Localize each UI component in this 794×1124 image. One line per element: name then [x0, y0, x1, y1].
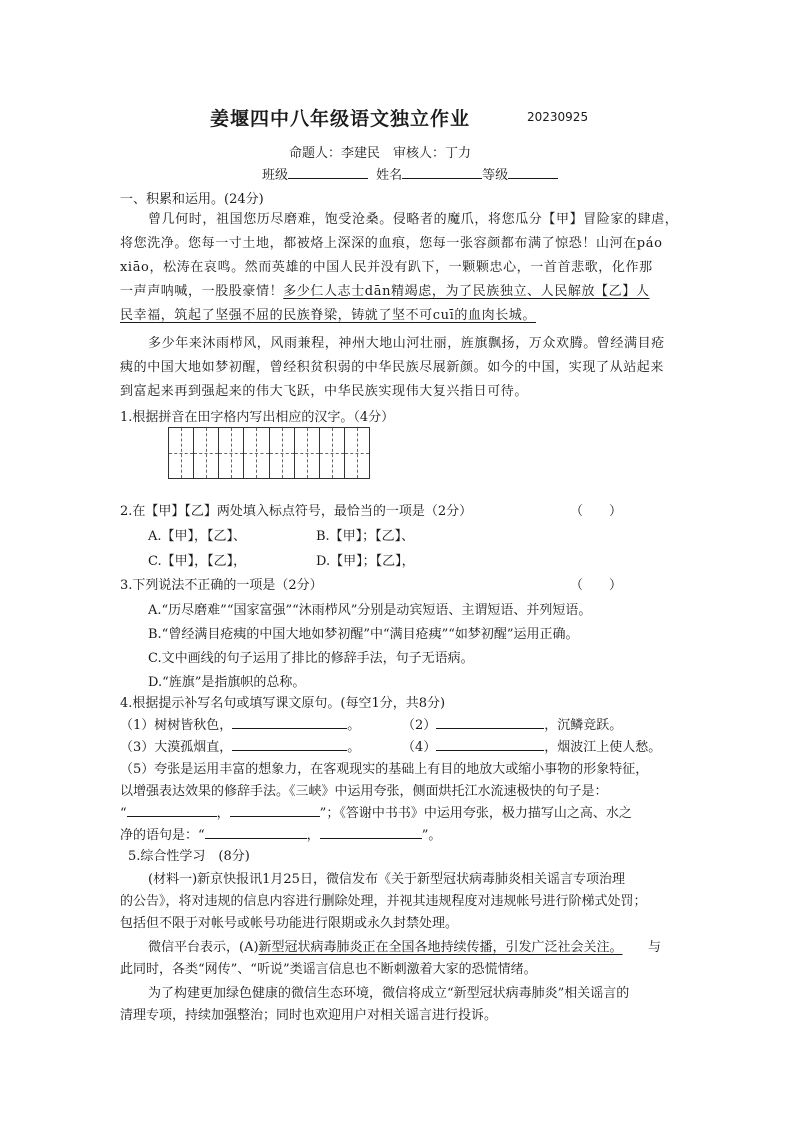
q4-5-line: （5）夸张是运用丰富的想象力，在客观现实的基础上有目的地放大或缩小事物的形象特征， [120, 762, 649, 777]
answer-paren[interactable]: （ ） [570, 578, 623, 593]
fill-line [120, 736, 360, 755]
passage-line: 痍的中国大地如梦初醒，曾经积贫积弱的中华民族尽展新颜。如今的中国，实现了从站起来 [120, 360, 665, 375]
question-4: 4.根据提示补写名句或填写课文原句。(每空1分，共8分) [120, 696, 446, 711]
name-blank[interactable] [402, 165, 482, 179]
underlined-sentence: 民幸福，筑起了坚强不屈的民族脊梁，铸就了坚不可cuī的血肉长城。 [120, 308, 537, 323]
student-info-line [262, 164, 558, 183]
answer-blank[interactable] [232, 715, 347, 729]
passage-line: 曾几何时，祖国您历尽磨难，饱受沧桑。侵略者的魔爪，将您瓜分【甲】冒险家的肆虐， [148, 212, 679, 227]
quote-mark: ”。 [421, 828, 442, 843]
underlined-sentence-a: 新型冠状病毒肺炎正在全国各地持续传播，引发广泛社会关注。 [258, 940, 623, 955]
fill-line [402, 714, 622, 733]
grid-cell[interactable] [244, 428, 269, 478]
passage-text: 一声声呐喊，一股股豪情！ [120, 284, 284, 299]
grid-cell[interactable] [345, 428, 369, 478]
page-title: 姜堰四中八年级语文独立作业 [210, 108, 471, 130]
verse-text: ，沉鳞竞跃。 [544, 718, 623, 733]
quote-mark: “ [120, 806, 127, 821]
q4-5-line: 以增强表达效果的修辞手法。《三峡》中运用夸张，侧面烘托江水流速极快的句子是： [120, 784, 608, 799]
fill-line [120, 714, 360, 733]
answer-blank[interactable] [436, 737, 544, 751]
option-d: D.【甲】；【乙】， [316, 554, 415, 569]
passage-line: 多少年来沐雨栉风，风雨兼程，神州大地山河壮丽，旌旗飘扬，万众欢腾。曾经满目疮 [148, 336, 665, 351]
class-blank[interactable] [288, 165, 368, 179]
verse-text: （2） [402, 718, 437, 733]
period: 。 [347, 718, 361, 733]
grid-cell[interactable] [270, 428, 295, 478]
underlined-sentence: 多少仁人志士dān精竭虑，为了民族独立、人民解放【乙】人 [283, 284, 650, 299]
material-text: 微信平台表示，(A) [148, 940, 259, 955]
grid-cell[interactable] [194, 428, 219, 478]
grade-blank[interactable] [508, 165, 558, 179]
comma: ， [306, 828, 320, 843]
period: 。 [347, 740, 361, 755]
grid-cell[interactable] [219, 428, 244, 478]
q4-5-line [120, 824, 441, 843]
answer-blank[interactable] [436, 715, 544, 729]
grade-label: 等级 [482, 168, 509, 183]
grid-cell[interactable] [320, 428, 345, 478]
name-label: 姓名 [376, 168, 403, 183]
question-2: 2.在【甲】【乙】两处填入标点符号，最恰当的一项是（2分） [120, 504, 473, 519]
option-b: B.“曾经满目疮痍的中国大地如梦初醒”中“满目疮痍”“如梦初醒”运用正确。 [148, 627, 579, 642]
material-line [148, 936, 623, 955]
authors-line: 命题人：李建民 审核人：丁力 [289, 146, 472, 161]
option-c: C.【甲】，【乙】， [148, 554, 247, 569]
section1-heading: 一、积累和运用。(24分) [120, 192, 264, 207]
verse-text: （4） [402, 740, 437, 755]
verse-text: ，烟波江上使人愁。 [544, 740, 662, 755]
answer-blank[interactable] [232, 737, 347, 751]
option-a: A.“历尽磨难”“国家富强”“沐雨栉风”分别是动宾短语、主谓短语、并列短语。 [148, 603, 592, 618]
material-line: 的公告》，将对违规的信息内容进行删除处理，并视其违规程度对违规帐号进行阶梯式处罚； [120, 894, 647, 909]
passage-line: xiāo，松涛在哀鸣。然而英雄的中国人民并没有趴下，一颗颗忠心，一首首悲歌，化作那 [120, 260, 653, 275]
material-line: (材料一)新京快报讯1月25日，微信发布《关于新型冠状病毒肺炎相关谣言专项治理 [148, 872, 625, 887]
answer-blank[interactable] [230, 803, 320, 817]
date-code: 20230925 [527, 110, 589, 124]
material-line: 清理专项，持续加强整治；同时也欢迎用户对相关谣言进行投诉。 [120, 1008, 498, 1023]
material-line: 此同时，各类“网传”、“听说”类谣言信息也不断刺激着大家的恐慌情绪。 [120, 962, 537, 977]
option-b: B.【甲】；【乙】、 [316, 529, 415, 544]
question-5: 5.综合性学习 (8分) [128, 849, 250, 864]
quote-mark: ” [319, 806, 327, 821]
answer-blank[interactable] [320, 825, 422, 839]
verse-text: （3）大漠孤烟直， [120, 740, 233, 755]
answer-paren[interactable]: （ ） [570, 504, 623, 519]
option-c: C.文中画线的句子运用了排比的修辞手法，句子无语病。 [148, 651, 474, 666]
material-line: 包括但不限于对帐号或帐号功能进行限期或永久封禁处理。 [120, 916, 459, 931]
answer-blank[interactable] [205, 825, 307, 839]
question-1: 1.根据拼音在田字格内写出相应的汉字。（4分） [120, 410, 395, 425]
grid-cell[interactable] [295, 428, 320, 478]
answer-blank[interactable] [127, 803, 217, 817]
passage-line [120, 280, 649, 304]
quote-mark: “ [198, 828, 205, 843]
q4-5-text: 净的语句是： [120, 828, 199, 843]
q4-5-text: ；《答谢中书书》中运用夸张，极力描写山之高、水之 [326, 806, 632, 821]
verse-text: （1）树树皆秋色， [120, 718, 233, 733]
fill-line [402, 736, 661, 755]
comma: ， [216, 806, 230, 821]
option-a: A.【甲】，【乙】、 [148, 529, 247, 544]
material-text: 与 [648, 940, 662, 955]
tianzige-grid[interactable] [168, 427, 370, 479]
passage-line: 将您洗净。您每一寸土地，都被烙上深深的血痕，您每一张容颜都布满了惊恐！山河在páo [120, 236, 663, 251]
class-label: 班级 [262, 168, 289, 183]
q4-5-line [120, 802, 632, 821]
passage-line: 到富起来再到强起来的伟大飞跃，中华民族实现伟大复兴指日可待。 [120, 384, 529, 399]
question-3: 3.下列说法不正确的一项是（2分） [120, 578, 323, 593]
option-d: D.“旌旗”是指旗帜的总称。 [148, 675, 306, 690]
grid-cell[interactable] [169, 428, 194, 478]
material-line: 为了构建更加绿色健康的微信生态环境，微信将成立“新型冠状病毒肺炎”相关谣言的 [148, 986, 630, 1001]
